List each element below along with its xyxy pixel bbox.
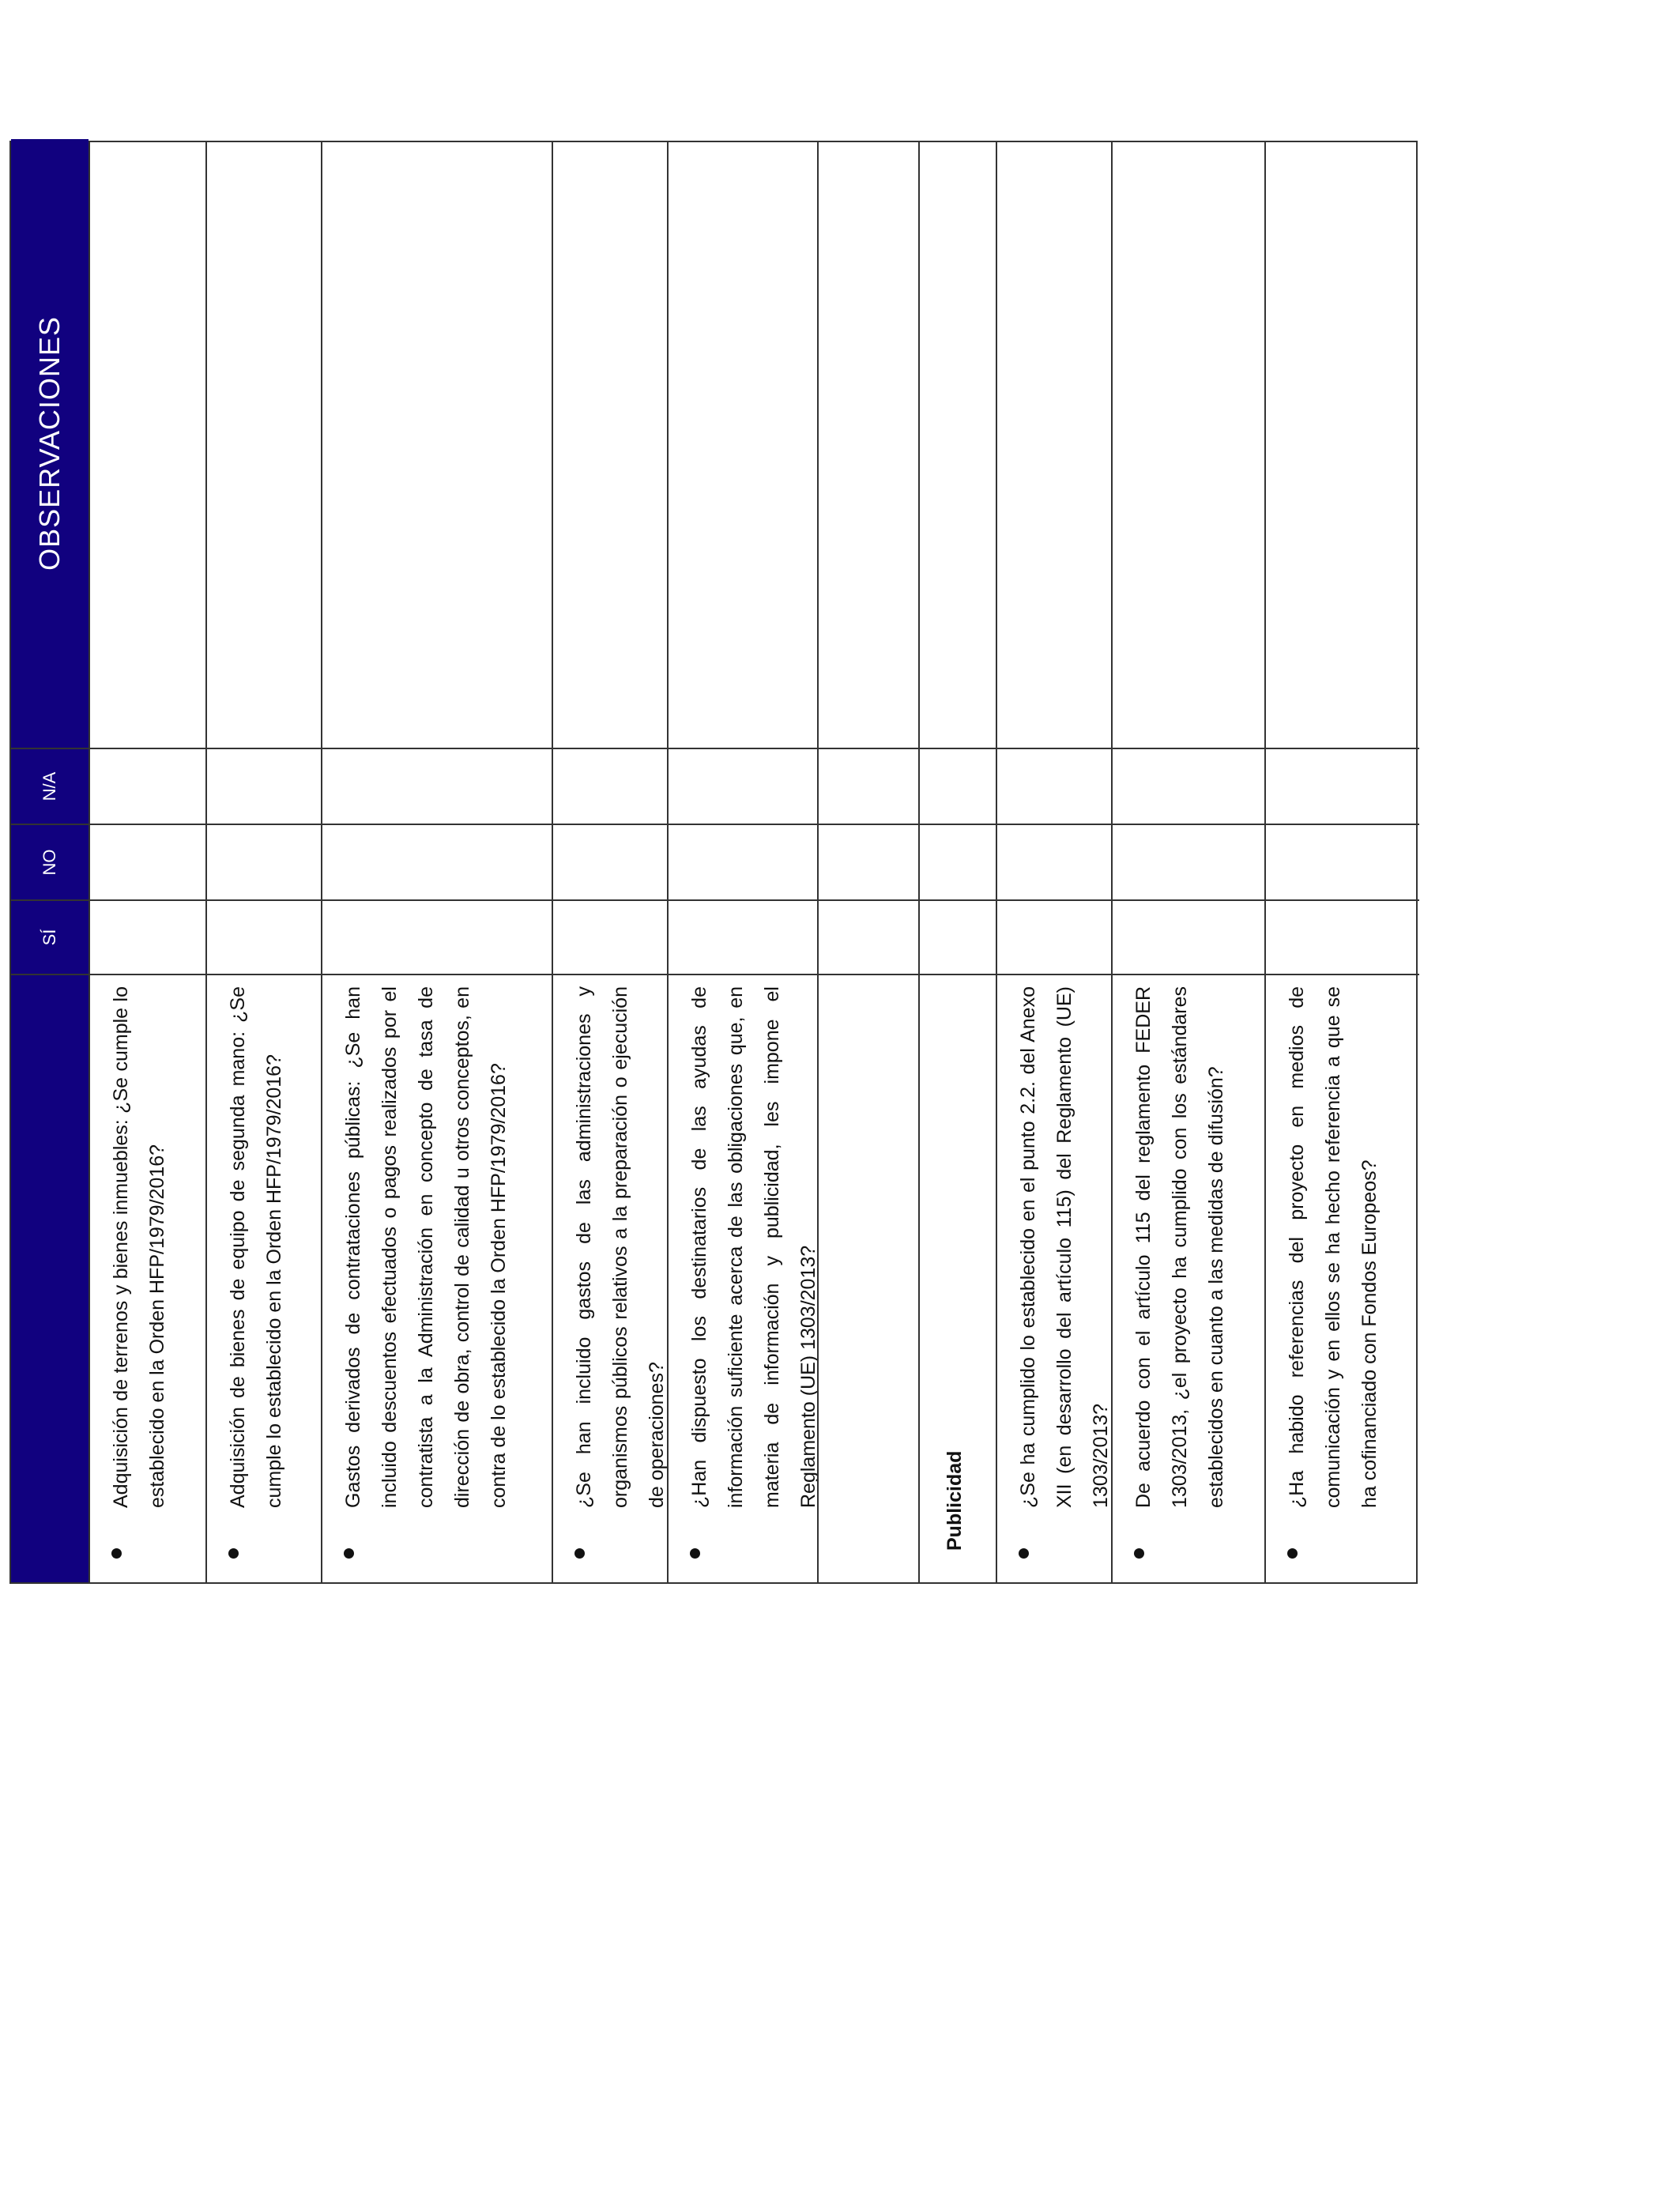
observaciones-cell[interactable] <box>322 139 552 749</box>
observaciones-cell[interactable] <box>1266 139 1419 749</box>
si-checkbox-cell[interactable] <box>1113 901 1264 975</box>
si-checkbox-cell[interactable] <box>322 901 552 975</box>
no-checkbox-cell[interactable] <box>819 825 918 901</box>
si-checkbox-cell[interactable] <box>669 901 817 975</box>
header-si-label: SÍ <box>40 929 59 946</box>
checklist-row <box>1111 142 1264 1582</box>
header-na-label: N/A <box>40 771 59 801</box>
question-cell <box>1113 975 1264 1582</box>
bullet-icon <box>690 1548 700 1559</box>
no-checkbox-cell[interactable] <box>997 825 1111 901</box>
header-question-cell <box>11 975 89 1582</box>
question-cell <box>322 975 552 1582</box>
si-checkbox-cell[interactable] <box>920 901 996 975</box>
na-checkbox-cell[interactable] <box>997 749 1111 825</box>
si-checkbox-cell[interactable] <box>553 901 667 975</box>
header-observaciones <box>11 139 89 749</box>
bullet-icon <box>228 1548 239 1559</box>
na-checkbox-cell[interactable] <box>819 749 918 825</box>
bullet-icon <box>344 1548 354 1559</box>
na-checkbox-cell[interactable] <box>1266 749 1419 825</box>
header-si <box>11 901 89 975</box>
observaciones-cell[interactable] <box>819 139 918 749</box>
checklist-row <box>1264 142 1419 1582</box>
checklist-table-rotated <box>9 141 1418 1584</box>
no-checkbox-cell[interactable] <box>207 825 321 901</box>
na-checkbox-cell[interactable] <box>920 749 996 825</box>
checklist-row <box>552 142 667 1582</box>
checklist-row <box>205 142 321 1582</box>
checklist-row <box>996 142 1111 1582</box>
observaciones-cell[interactable] <box>90 139 205 749</box>
section-row <box>918 142 996 1582</box>
na-checkbox-cell[interactable] <box>207 749 321 825</box>
na-checkbox-cell[interactable] <box>1113 749 1264 825</box>
checklist-table <box>9 141 1418 1584</box>
si-checkbox-cell[interactable] <box>1266 901 1419 975</box>
question-text: ¿Ha habido referencias del proyecto en medios de comunicación y en ellos se ha hecho referencia a que se ha cofinanciado con Fondos Europeos? <box>1286 986 1381 1508</box>
no-checkbox-cell[interactable] <box>553 825 667 901</box>
question-cell <box>90 975 205 1582</box>
checklist-row <box>89 142 205 1582</box>
si-checkbox-cell[interactable] <box>90 901 205 975</box>
si-checkbox-cell[interactable] <box>819 901 918 975</box>
bullet-icon <box>1287 1548 1298 1559</box>
header-row <box>11 142 89 1582</box>
bullet-icon <box>111 1548 122 1559</box>
question-cell <box>669 975 817 1582</box>
no-checkbox-cell[interactable] <box>90 825 205 901</box>
observaciones-cell[interactable] <box>669 139 817 749</box>
no-checkbox-cell[interactable] <box>1266 825 1419 901</box>
checklist-page <box>9 141 1418 1584</box>
question-cell <box>1266 975 1419 1582</box>
question-text: Adquisición de terrenos y bienes inmuebles: ¿Se cumple lo establecido en la Orden HFP/1979/2016? <box>110 986 168 1508</box>
question-cell <box>553 975 667 1582</box>
observaciones-cell[interactable] <box>1113 139 1264 749</box>
bullet-icon <box>1019 1548 1029 1559</box>
checklist-row <box>667 142 817 1582</box>
question-cell <box>997 975 1111 1582</box>
no-checkbox-cell[interactable] <box>322 825 552 901</box>
na-checkbox-cell[interactable] <box>669 749 817 825</box>
header-no-label: NO <box>40 849 59 876</box>
question-text: De acuerdo con el artículo 115 del reglamento FEDER 1303/2013, ¿el proyecto ha cumplido con los estándares establecidos en cuanto a las medidas de difusión? <box>1132 986 1227 1508</box>
observaciones-cell[interactable] <box>553 139 667 749</box>
observaciones-cell[interactable] <box>920 139 996 749</box>
no-checkbox-cell[interactable] <box>669 825 817 901</box>
question-text: ¿Han dispuesto los destinatarios de las ayudas de información suficiente acerca de las obligaciones que, en materia de información y publicidad, les impone el Reglamento (UE) 1303/2013? <box>688 986 819 1508</box>
question-cell <box>207 975 321 1582</box>
empty-row <box>817 142 918 1582</box>
bullet-icon <box>1134 1548 1144 1559</box>
header-no <box>11 825 89 901</box>
header-observaciones-label: OBSERVACIONES <box>33 316 66 571</box>
no-checkbox-cell[interactable] <box>1113 825 1264 901</box>
checklist-row <box>321 142 552 1582</box>
header-na <box>11 749 89 825</box>
question-text: ¿Se han incluido gastos de las administraciones y organismos públicos relativos a la preparación o ejecución de operaciones? <box>573 986 668 1508</box>
question-text: ¿Se ha cumplido lo establecido en el punto 2.2. del Anexo XII (en desarrollo del artículo 115) del Reglamento (UE) 1303/2013? <box>1017 986 1112 1508</box>
section-title: Publicidad <box>944 1450 966 1551</box>
na-checkbox-cell[interactable] <box>553 749 667 825</box>
na-checkbox-cell[interactable] <box>322 749 552 825</box>
bullet-icon <box>574 1548 585 1559</box>
observaciones-cell[interactable] <box>997 139 1111 749</box>
si-checkbox-cell[interactable] <box>997 901 1111 975</box>
no-checkbox-cell[interactable] <box>920 825 996 901</box>
question-text: Adquisición de bienes de equipo de segunda mano: ¿Se cumple lo establecido en la Orden HFP/1979/2016? <box>227 986 285 1508</box>
question-text: Gastos derivados de contrataciones públicas: ¿Se han incluido descuentos efectuados o pagos realizados por el contratista a la Administración en concepto de tasa de dirección de obra, control de calidad u otros conceptos, en contra de lo establecido la Orden HFP/1979/2016? <box>342 986 510 1508</box>
observaciones-cell[interactable] <box>207 139 321 749</box>
question-cell <box>819 975 918 1582</box>
na-checkbox-cell[interactable] <box>90 749 205 825</box>
si-checkbox-cell[interactable] <box>207 901 321 975</box>
